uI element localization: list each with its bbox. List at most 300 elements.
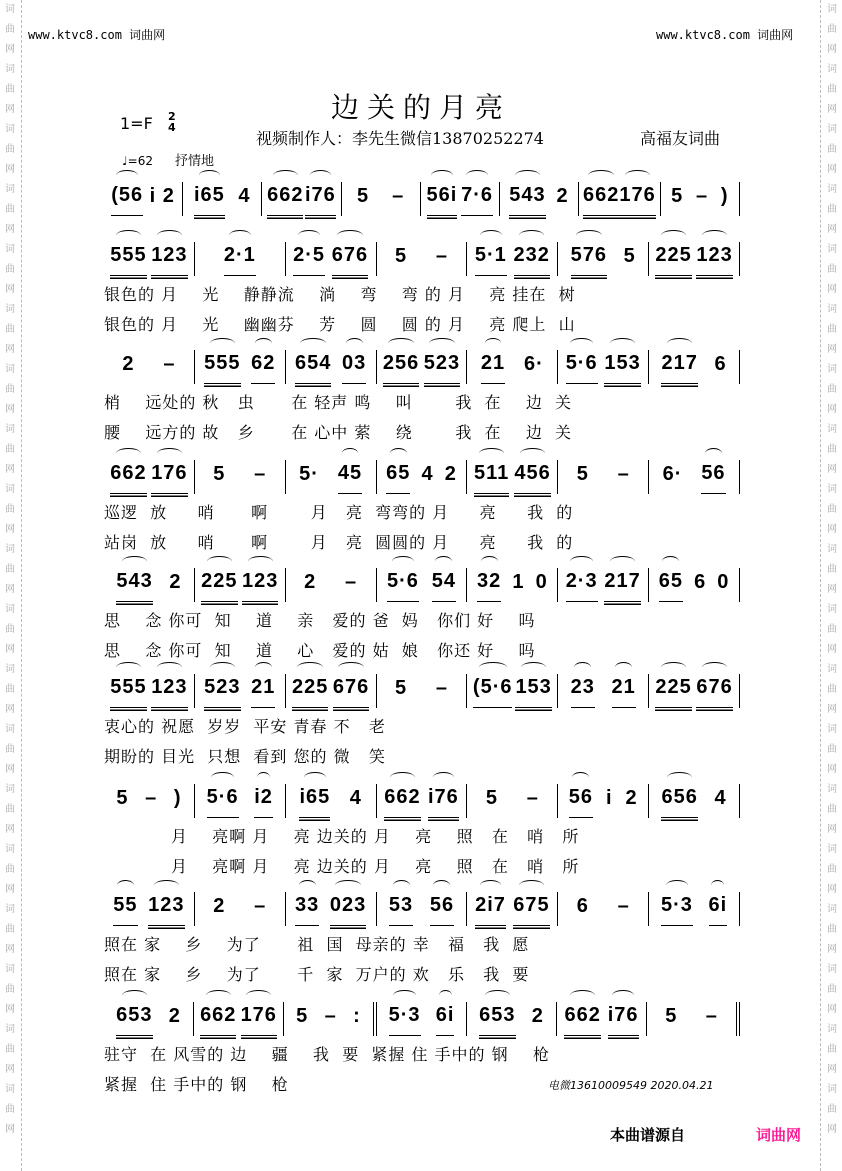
watermark-char: 网	[827, 944, 837, 955]
note-group: 2	[556, 185, 569, 207]
note-group: 675	[513, 894, 549, 926]
slur-mark	[485, 990, 510, 1001]
measure	[421, 182, 500, 216]
note-group: 123	[696, 244, 732, 276]
score-row	[104, 566, 740, 662]
note-group: 56	[430, 894, 454, 926]
note-group: 5·6	[207, 786, 239, 818]
watermark-char: 词	[827, 4, 837, 15]
watermark-char: 网	[5, 104, 15, 115]
note-group: 662	[583, 184, 619, 216]
measure	[649, 568, 740, 602]
slur-mark	[300, 338, 325, 349]
note-group: 2	[168, 1005, 181, 1027]
note-group: 5·1	[475, 244, 507, 276]
note-group: 5	[671, 185, 684, 207]
watermark-char: 曲	[827, 444, 837, 455]
watermark-char: 曲	[5, 384, 15, 395]
note-group: (56	[111, 184, 143, 216]
measure	[262, 182, 341, 216]
watermark-char: 网	[5, 524, 15, 535]
measure	[377, 460, 468, 494]
note-group: i65	[194, 184, 225, 216]
tempo-value: ♩=62	[122, 154, 153, 168]
note-group: 456	[514, 462, 550, 494]
slur-mark	[480, 880, 502, 891]
measure	[649, 242, 740, 276]
watermark-char: 网	[5, 164, 15, 175]
watermark-char: 词	[5, 484, 15, 495]
note-group: 4	[714, 787, 727, 809]
note-group: –	[254, 463, 267, 485]
slur-mark	[429, 338, 454, 349]
watermark-char: 网	[5, 404, 15, 415]
watermark-char: 词	[5, 424, 15, 435]
slur-mark	[273, 170, 298, 181]
measure	[467, 350, 558, 384]
note-group: 65	[386, 462, 410, 494]
slur-mark	[157, 662, 182, 673]
notes-line	[104, 348, 740, 384]
source-brand-link[interactable]: 词曲网	[756, 1126, 802, 1144]
note-group: 5	[394, 677, 408, 699]
tempo-marking	[122, 150, 214, 169]
notes-line	[104, 782, 740, 818]
measure	[195, 350, 286, 384]
time-sig-bottom: 4	[168, 121, 176, 134]
measure	[377, 568, 468, 602]
note-group: 543	[116, 570, 152, 602]
note-group: –	[324, 1005, 337, 1027]
lyrics-line-2: 思 念 你可 知 道 心 爱的 姑 娘 你还 好 吗	[104, 641, 536, 660]
measure	[286, 242, 377, 276]
measure	[194, 1002, 284, 1036]
note-group: 225	[655, 244, 691, 276]
slur-mark	[393, 880, 410, 891]
slur-mark	[210, 338, 235, 349]
slur-mark	[122, 556, 147, 567]
note-group: 662	[267, 184, 303, 216]
note-group: –	[254, 895, 267, 917]
watermark-char: 曲	[827, 144, 837, 155]
watermark-char: 网	[5, 884, 15, 895]
watermark-char: 曲	[827, 804, 837, 815]
watermark-char: 词	[827, 124, 837, 135]
note-group: 2·1	[224, 244, 256, 276]
measure	[284, 1002, 377, 1036]
watermark-char: 词	[5, 364, 15, 375]
note-group: –	[163, 353, 176, 375]
score-row	[104, 458, 740, 554]
measure	[104, 242, 195, 276]
note-group: 523	[424, 352, 460, 384]
watermark-char: 词	[827, 904, 837, 915]
note-group: 225	[292, 676, 328, 708]
note-group: 5·3	[389, 1004, 421, 1036]
measure	[467, 460, 558, 494]
note-group: i76	[608, 1004, 639, 1036]
note-group: 123	[151, 244, 187, 276]
watermark-char: 曲	[5, 984, 15, 995]
measure	[649, 784, 740, 818]
note-group: 653	[116, 1004, 152, 1036]
slur-mark	[439, 990, 452, 1001]
watermark-char: 曲	[827, 564, 837, 575]
note-group: –	[526, 787, 539, 809]
note-group: 5	[485, 787, 498, 809]
slur-mark	[248, 556, 273, 567]
watermark-char: 词	[5, 604, 15, 615]
note-group: 55	[113, 894, 137, 926]
measure	[558, 242, 649, 276]
slur-mark	[157, 448, 182, 459]
watermark-char: 网	[827, 584, 837, 595]
watermark-char: 曲	[827, 1044, 837, 1055]
watermark-char: 词	[827, 484, 837, 495]
watermark-char: 曲	[5, 204, 15, 215]
watermark-char: 词	[5, 184, 15, 195]
right-watermark-column	[824, 0, 840, 1140]
note-group: 654	[295, 352, 331, 384]
slur-mark	[570, 556, 592, 567]
slur-mark	[570, 990, 595, 1001]
watermark-char: 词	[5, 724, 15, 735]
slur-mark	[299, 880, 316, 891]
slur-mark	[199, 170, 221, 181]
note-group: 555	[204, 352, 240, 384]
note-group: 232	[514, 244, 550, 276]
note-group: –	[617, 895, 630, 917]
note-group: –	[345, 571, 358, 593]
watermark-char: 曲	[5, 324, 15, 335]
watermark-char: 网	[827, 764, 837, 775]
note-group: 2	[122, 353, 135, 375]
slur-mark	[615, 662, 632, 673]
slur-mark	[519, 230, 544, 241]
measure	[647, 1002, 740, 1036]
watermark-char: 曲	[5, 84, 15, 95]
note-group: 6	[694, 571, 707, 593]
slur-mark	[335, 880, 360, 891]
note-group: 656	[661, 786, 697, 818]
note-group: 5	[394, 245, 408, 267]
watermark-char: 网	[827, 524, 837, 535]
watermark-char: 网	[827, 44, 837, 55]
note-group: i76	[428, 786, 459, 818]
watermark-char: 曲	[5, 864, 15, 875]
note-group: 123	[148, 894, 184, 926]
note-group: 2	[162, 185, 175, 207]
slur-mark	[702, 230, 727, 241]
source-label: 本曲谱源自	[610, 1126, 686, 1144]
watermark-char: 网	[5, 764, 15, 775]
note-group: –	[435, 677, 449, 699]
measure	[286, 460, 377, 494]
site-url-right[interactable]: www.ktvc8.com 词曲网	[656, 28, 794, 42]
note-group: –	[145, 787, 158, 809]
slur-mark	[625, 170, 650, 181]
slur-mark	[207, 556, 232, 567]
note-group: 653	[479, 1004, 515, 1036]
slur-mark	[479, 662, 507, 673]
slur-mark	[574, 662, 591, 673]
note-group: 576	[571, 244, 607, 276]
producer-credit: 视频制作人：李先生微信13870252274	[256, 129, 544, 148]
lyrics-line-2: 照在 家 乡 为了 千 家 万户的 欢 乐 我 要	[104, 965, 530, 984]
measure	[467, 892, 558, 926]
score-row	[104, 890, 740, 986]
slur-mark	[667, 772, 692, 783]
slur-mark	[572, 772, 589, 783]
slur-mark	[211, 772, 233, 783]
measure	[104, 568, 195, 602]
watermark-char: 曲	[827, 1104, 837, 1115]
measure	[286, 892, 377, 926]
lyrics-line-2: 腰 远方的 故 乡 在 心中 萦 绕 我 在 边 关	[104, 423, 573, 442]
notes-line	[104, 890, 740, 926]
measure	[104, 350, 195, 384]
note-group: 53	[389, 894, 413, 926]
watermark-char: 曲	[827, 684, 837, 695]
watermark-char: 词	[5, 964, 15, 975]
watermark-char: 网	[5, 944, 15, 955]
note-group: 2	[304, 571, 317, 593]
slur-mark	[433, 880, 450, 891]
note-group: 256	[383, 352, 419, 384]
note-group: 662	[564, 1004, 600, 1036]
note-group: 2	[531, 1005, 544, 1027]
note-group: –	[617, 463, 630, 485]
slur-mark	[520, 448, 545, 459]
measure	[649, 350, 740, 384]
note-group: 6	[576, 895, 589, 917]
measure	[558, 892, 649, 926]
note-group: 662	[384, 786, 420, 818]
watermark-char: 曲	[827, 24, 837, 35]
note-group: 6	[714, 353, 727, 375]
lyrics-line-1: 衷心的 祝愿 岁岁 平安 青春 不 老	[104, 717, 386, 736]
lyrics-line-2: 紧握 住 手中的 钢 枪	[104, 1075, 289, 1094]
note-group: :	[353, 1005, 361, 1027]
slur-mark	[480, 230, 502, 241]
watermark-char: 曲	[5, 444, 15, 455]
lyrics-line-1: 月 亮啊 月 亮 边关的 月 亮 照 在 哨 所	[104, 827, 580, 846]
slur-mark	[661, 230, 686, 241]
notes-line	[104, 180, 740, 216]
watermark-char: 词	[5, 124, 15, 135]
slur-mark	[346, 338, 363, 349]
measure	[195, 460, 286, 494]
measure	[377, 784, 468, 818]
watermark-char: 词	[827, 844, 837, 855]
note-group: 217	[604, 570, 640, 602]
watermark-char: 曲	[5, 144, 15, 155]
watermark-char: 曲	[5, 24, 15, 35]
score-row	[104, 348, 740, 444]
note-group: i	[149, 185, 157, 207]
note-group: 21	[612, 676, 636, 708]
watermark-char: 曲	[5, 264, 15, 275]
slur-mark	[310, 170, 332, 181]
watermark-char: 网	[5, 1004, 15, 1015]
score-row	[104, 672, 740, 768]
watermark-char: 曲	[827, 744, 837, 755]
measure	[195, 784, 286, 818]
note-group: 32	[477, 570, 501, 602]
slur-mark	[206, 990, 231, 1001]
notes-line	[104, 240, 740, 276]
watermark-char: 词	[827, 244, 837, 255]
note-group: 62	[251, 352, 275, 384]
slur-mark	[481, 556, 498, 567]
lyrics-line-1: 照在 家 乡 为了 祖 国 母亲的 幸 福 我 愿	[104, 935, 530, 954]
measure	[104, 784, 195, 818]
measure	[104, 674, 195, 708]
note-group: 023	[330, 894, 366, 926]
slur-mark	[705, 448, 722, 459]
watermark-char: 词	[827, 184, 837, 195]
slur-mark	[116, 170, 138, 181]
note-group: 176	[151, 462, 187, 494]
watermark-char: 曲	[827, 204, 837, 215]
slur-mark	[667, 338, 692, 349]
slur-mark	[576, 230, 601, 241]
slur-mark	[392, 556, 414, 567]
note-group: 4	[421, 463, 434, 485]
slur-mark	[393, 990, 415, 1001]
watermark-char: 曲	[5, 624, 15, 635]
note-group: 555	[110, 676, 146, 708]
watermark-char: 网	[827, 644, 837, 655]
measure	[467, 242, 558, 276]
note-group: 4	[238, 185, 251, 207]
right-margin-line	[820, 0, 821, 1171]
note-group: 5	[623, 245, 636, 267]
slur-mark	[711, 880, 724, 891]
slur-mark	[388, 338, 413, 349]
watermark-char: 网	[827, 104, 837, 115]
note-group: 21	[251, 676, 275, 708]
note-group: 5·6	[387, 570, 419, 602]
watermark-char: 曲	[827, 84, 837, 95]
measure	[104, 892, 195, 926]
note-group: 225	[201, 570, 237, 602]
watermark-char: 曲	[5, 1044, 15, 1055]
watermark-char: 词	[5, 844, 15, 855]
slur-mark	[154, 880, 179, 891]
key-signature: 1=F	[120, 114, 153, 133]
score-row	[104, 240, 740, 336]
lyrics-line-2: 银色的 月 光 幽幽芬 芳 圆 圆 的 月 亮 爬上 山	[104, 315, 576, 334]
slur-mark	[157, 230, 182, 241]
watermark-char: 词	[5, 904, 15, 915]
measure	[377, 892, 468, 926]
slur-mark	[304, 772, 326, 783]
measure	[558, 568, 649, 602]
slur-mark	[255, 662, 272, 673]
note-group: 23	[571, 676, 595, 708]
note-group: –	[696, 185, 709, 207]
song-title: 边关的月亮	[330, 91, 511, 124]
watermark-char: 词	[827, 1084, 837, 1095]
lyrics-line-2: 月 亮啊 月 亮 边关的 月 亮 照 在 哨 所	[104, 857, 580, 876]
slur-mark	[661, 662, 686, 673]
measure	[558, 460, 649, 494]
lyrics-line-1: 银色的 月 光 静静流 淌 弯 弯 的 月 亮 挂在 树	[104, 285, 576, 304]
left-margin-line	[21, 0, 22, 1171]
watermark-char: 曲	[827, 624, 837, 635]
watermark-char: 词	[5, 64, 15, 75]
note-group: –	[435, 245, 449, 267]
measure	[467, 1002, 557, 1036]
measure	[377, 1002, 467, 1036]
watermark-char: 词	[5, 784, 15, 795]
slur-mark	[210, 662, 235, 673]
note-group: 176	[619, 184, 655, 216]
note-group: 21	[481, 352, 505, 384]
watermark-char: 词	[5, 664, 15, 675]
watermark-char: 词	[5, 244, 15, 255]
measure	[558, 674, 649, 708]
slur-mark	[229, 230, 251, 241]
slur-mark	[588, 170, 613, 181]
slur-mark	[612, 990, 634, 1001]
watermark-char: 网	[5, 704, 15, 715]
watermark-char: 网	[827, 884, 837, 895]
note-group: 2·3	[566, 570, 598, 602]
note-group: 2·5	[293, 244, 325, 276]
watermark-char: 词	[827, 784, 837, 795]
measure	[558, 784, 649, 818]
measure	[195, 242, 286, 276]
watermark-char: 词	[5, 544, 15, 555]
slur-mark	[666, 880, 688, 891]
slur-mark	[570, 338, 592, 349]
note-group: i65	[299, 786, 330, 818]
watermark-char: 曲	[827, 924, 837, 935]
watermark-char: 词	[5, 1084, 15, 1095]
slur-mark	[435, 556, 452, 567]
note-group: 2	[213, 895, 226, 917]
lyrics-line-1: 巡逻 放 哨 啊 月 亮 弯弯的 月 亮 我 的	[104, 503, 574, 522]
note-group: 7·6	[461, 184, 493, 216]
measure	[195, 568, 286, 602]
slur-mark	[257, 772, 270, 783]
note-group: 676	[332, 244, 368, 276]
measure	[377, 350, 468, 384]
watermark-char: 网	[5, 44, 15, 55]
slur-mark	[116, 230, 141, 241]
slur-mark	[702, 662, 727, 673]
note-group: 662	[200, 1004, 236, 1036]
note-group: 0	[535, 571, 548, 593]
note-group: 5·3	[661, 894, 693, 926]
note-group: 176	[241, 1004, 277, 1036]
slur-mark	[390, 448, 407, 459]
lyrics-line-2: 站岗 放 哨 啊 月 亮 圆圆的 月 亮 我 的	[104, 533, 574, 552]
note-group: 676	[333, 676, 369, 708]
watermark-char: 曲	[5, 744, 15, 755]
note-group: 5	[576, 463, 589, 485]
note-group: 511	[474, 462, 509, 494]
note-group: i76	[305, 184, 336, 216]
measure	[104, 182, 183, 216]
note-group: 225	[655, 676, 691, 708]
measure	[661, 182, 740, 216]
note-group: 2	[169, 571, 182, 593]
site-url-left[interactable]: www.ktvc8.com 词曲网	[28, 28, 166, 42]
note-group: 2i7	[475, 894, 506, 926]
